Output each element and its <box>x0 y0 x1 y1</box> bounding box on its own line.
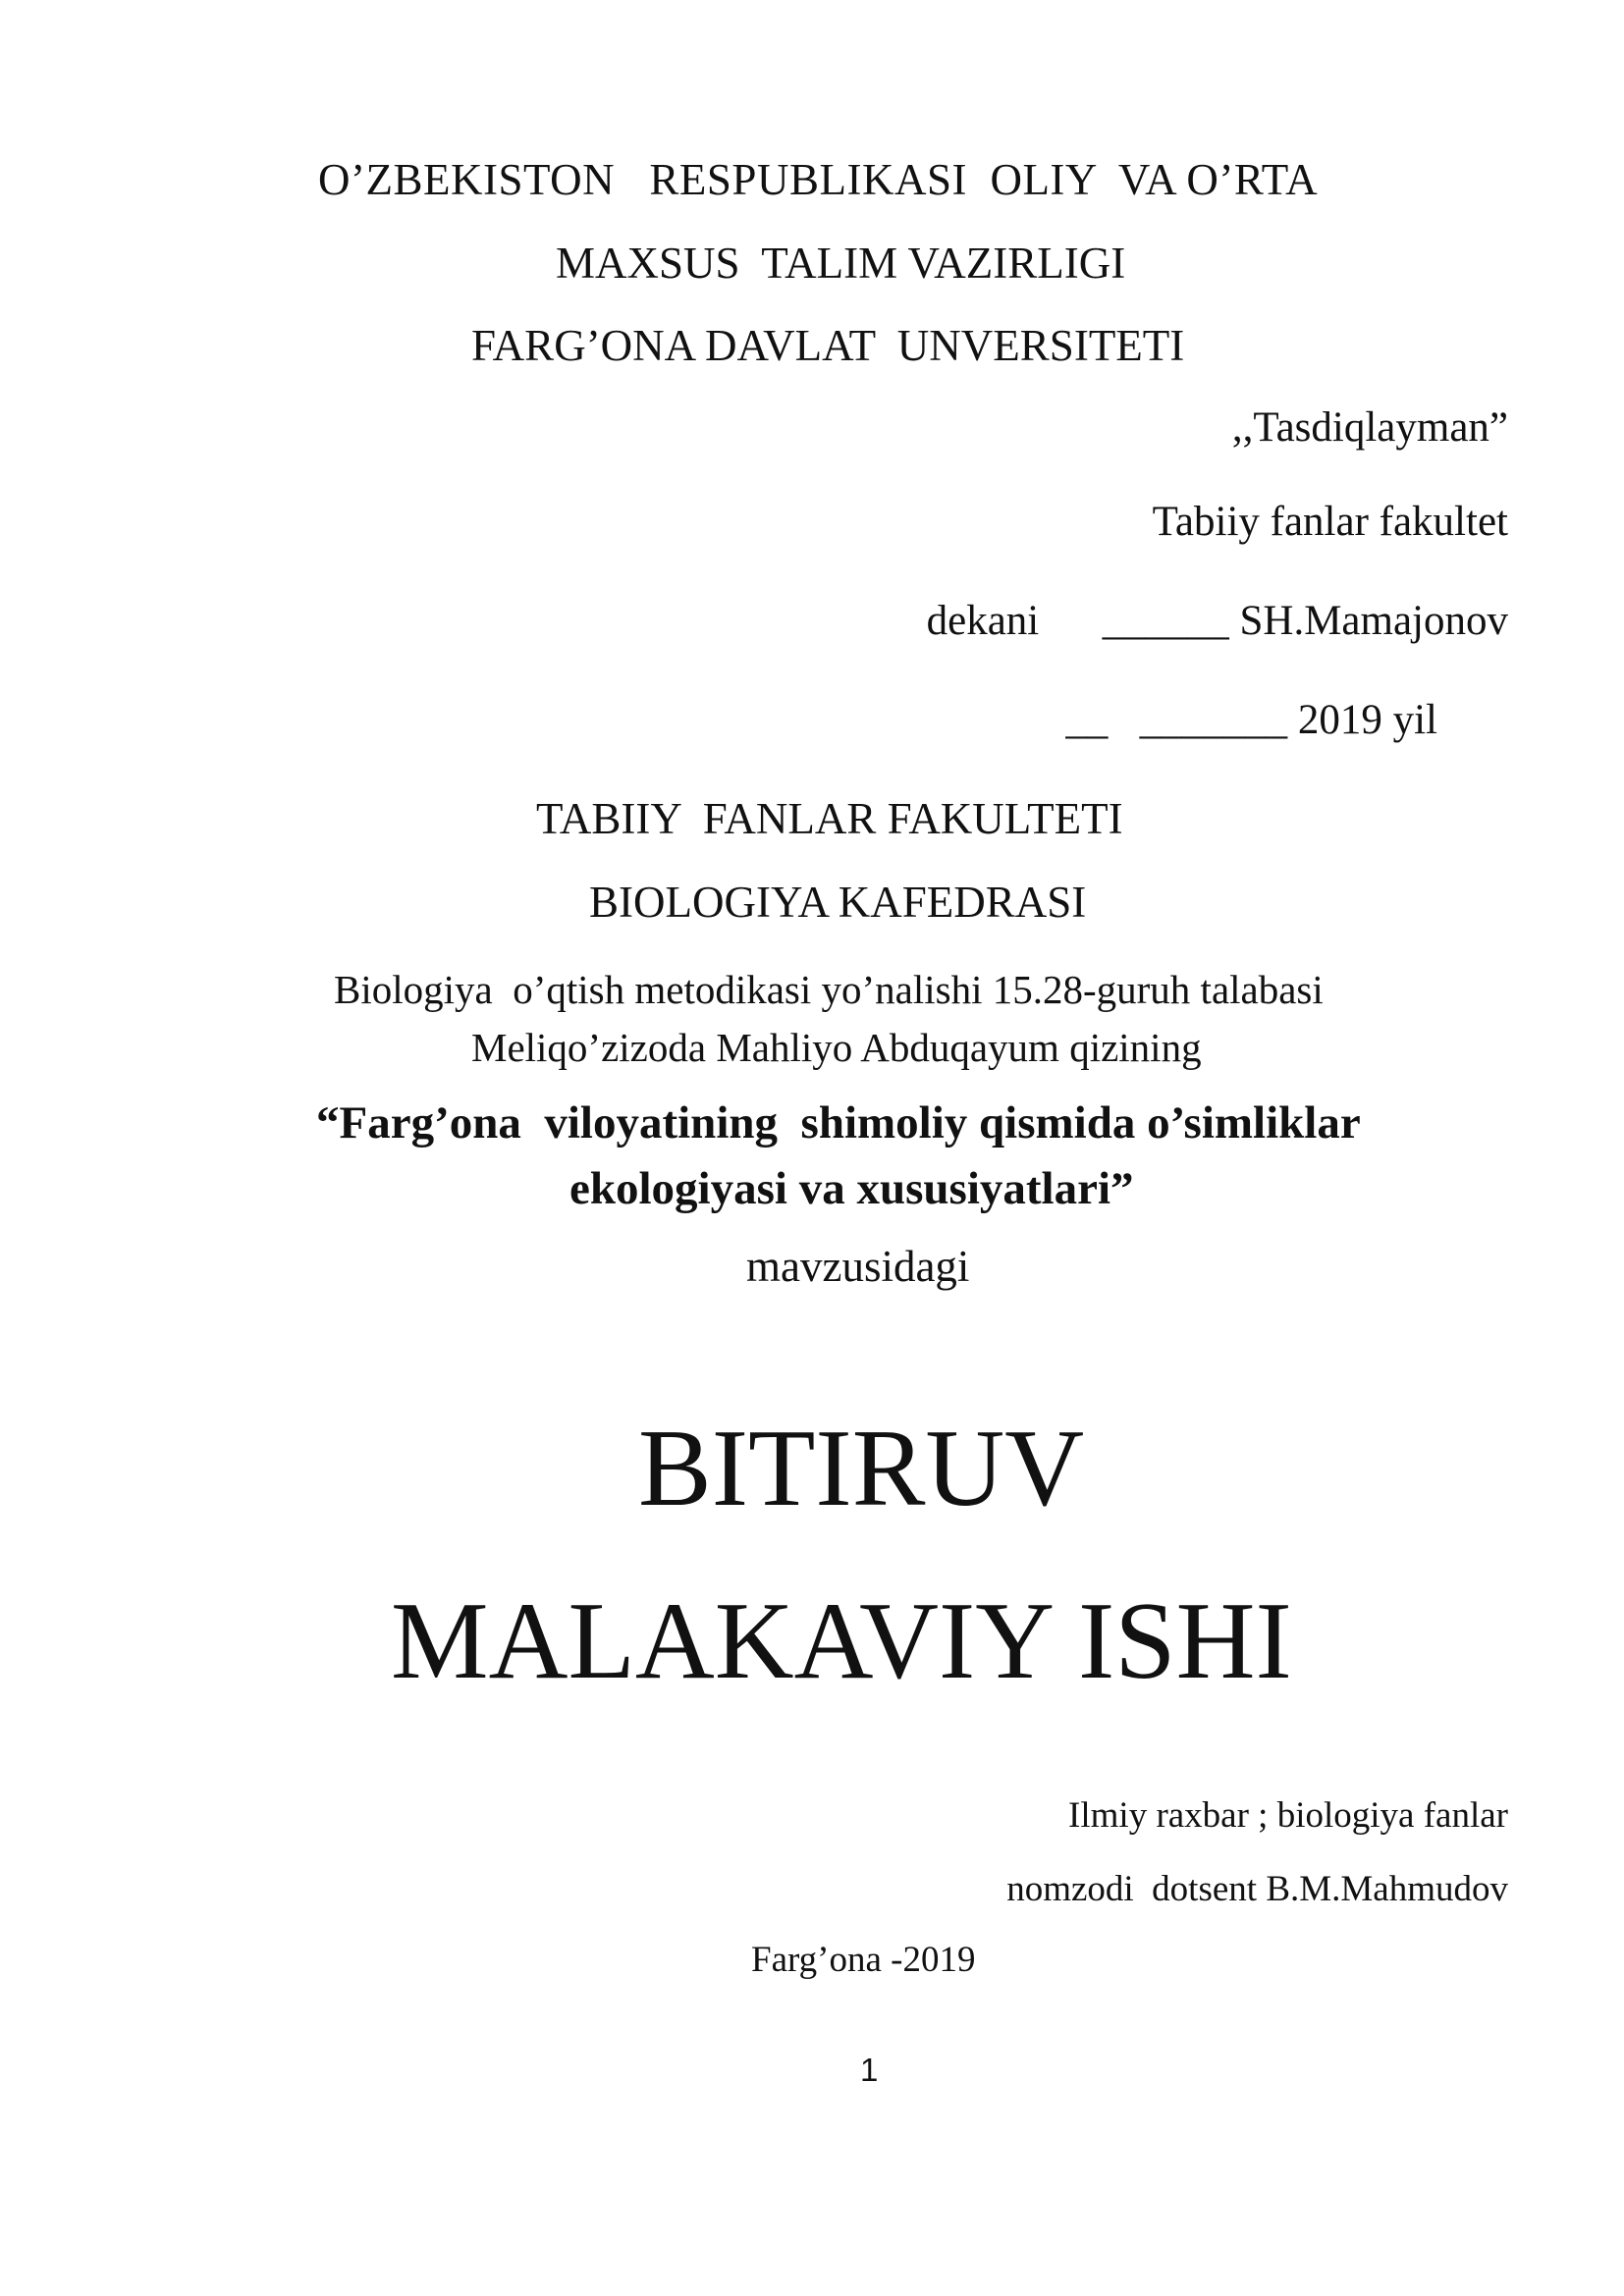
approval-date: __ _______ 2019 yil <box>1065 697 1437 743</box>
title-line-2: MALAKAVIY ISHI <box>391 1580 1292 1702</box>
topic-line-1: “Farg’ona viloyatining shimoliy qismida o’simliklar <box>316 1097 1361 1148</box>
student-line-2: Meliqo’zizoda Mahliyo Abduqayum qizining <box>471 1025 1202 1070</box>
faculty-name: TABIIY FANLAR FAKULTETI <box>536 794 1123 843</box>
approval-dean: dekani ______ SH.Mamajonov <box>926 598 1508 644</box>
approval-heading: ,,Tasdiqlayman” <box>1231 404 1508 451</box>
university-name: FARG’ONA DAVLAT UNVERSITETI <box>471 321 1185 370</box>
topic-line-2: ekologiyasi va xususiyatlari” <box>569 1163 1134 1214</box>
student-line-1: Biologiya o’qtish metodikasi yo’nalishi 15.28-guruh talabasi <box>334 967 1324 1012</box>
title-line-1: BITIRUV <box>638 1408 1085 1529</box>
department-name: BIOLOGIYA KAFEDRASI <box>589 878 1087 927</box>
supervisor-line-2: nomzodi dotsent B.M.Mahmudov <box>1006 1869 1508 1909</box>
ministry-line-2: MAXSUS TALIM VAZIRLIGI <box>556 239 1126 288</box>
city-year: Farg’ona -2019 <box>751 1940 976 1980</box>
topic-suffix: mavzusidagi <box>746 1242 970 1291</box>
page-number: 1 <box>860 2052 879 2088</box>
ministry-line-1: O’ZBEKISTON RESPUBLIKASI OLIY VA O’RTA <box>318 155 1319 204</box>
supervisor-line-1: Ilmiy raxbar ; biologiya fanlar <box>1068 1795 1508 1836</box>
approval-faculty: Tabiiy fanlar fakultet <box>1152 499 1508 545</box>
